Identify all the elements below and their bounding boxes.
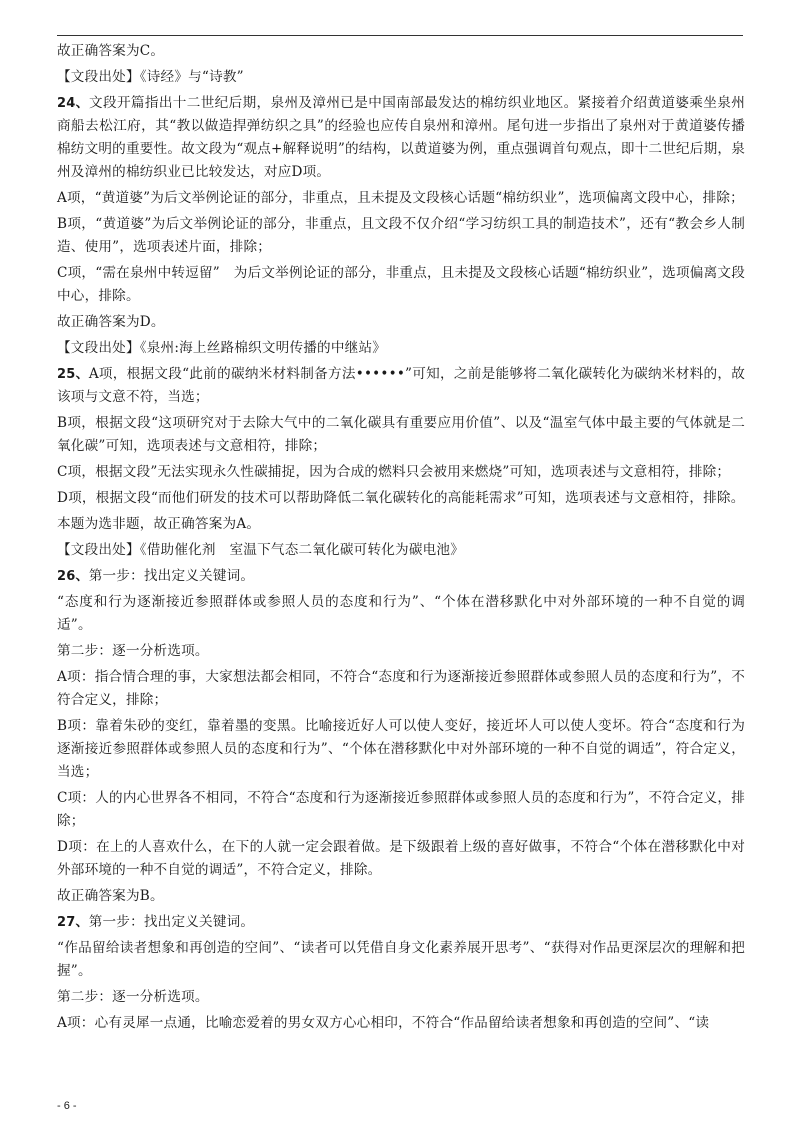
page-number: - 6 - bbox=[57, 1100, 77, 1112]
paragraph: 第二步：逐一分析选项。 bbox=[57, 643, 209, 659]
paragraph: 27、第一步：找出定义关键词。 bbox=[57, 914, 255, 930]
paragraph: 24、文段开篇指出十二世纪后期，泉州及漳州已是中国南部最发达的棉纺织业地区。紧接着介绍黄道婆乘坐泉州商船去松江府，其“教以做造捍弹纺织之具”的经验也应传自泉州和漳州。尾句进一步指出了泉州对于黄道婆传播棉纺文明的重要性。故文段为“观点+解释说明”的结构，以黄道婆为例，重点强调首句观点，即十二世纪后期，泉州及漳州的棉纺织业已比较发达，对应D项。 bbox=[57, 95, 745, 180]
paragraph: 【文段出处】《泉州:海上丝路棉织文明传播的中继站》 bbox=[57, 340, 387, 356]
paragraph: 故正确答案为D。 bbox=[57, 314, 165, 330]
paragraph: B项：靠着朱砂的变红，靠着墨的变黑。比喻接近好人可以使人变好，接近坏人可以使人变坏。符合“态度和行为逐渐接近参照群体或参照人员的态度和行为”、“个体在潜移默化中对外部环境的一种不自觉的调适”，符合定义，当选； bbox=[57, 718, 745, 780]
paragraph: A项：指合情合理的事，大家想法都会相同，不符合“态度和行为逐渐接近参照群体或参照人员的态度和行为”，不符合定义，排除； bbox=[57, 669, 745, 708]
paragraph: 故正确答案为C。 bbox=[57, 43, 165, 59]
paragraph: “作品留给读者想象和再创造的空间”、“读者可以凭借自身文化素养展开思考”、“获得对作品更深层次的理解和把握”。 bbox=[57, 940, 745, 979]
paragraph: 25、A项，根据文段“此前的碳纳米材料制备方法••••••”可知，之前是能够将二氧化碳转化为碳纳米材料的，故该项与文意不符，当选； bbox=[57, 366, 745, 405]
question-number: 26、 bbox=[57, 569, 89, 584]
paragraph: C项：人的内心世界各不相同，不符合“态度和行为逐渐接近参照群体或参照人员的态度和行为”，不符合定义，排除； bbox=[57, 790, 745, 829]
question-number: 25、 bbox=[57, 367, 89, 382]
question-number: 24、 bbox=[57, 96, 90, 111]
paragraph: 【文段出处】《借助催化剂 室温下气态二氧化碳可转化为碳电池》 bbox=[57, 542, 465, 558]
paragraph: B项，“黄道婆”为后文举例论证的部分，非重点，且文段不仅介绍“学习纺织工具的制造技术”，还有“教会乡人制造、使用”，选项表述片面，排除； bbox=[57, 216, 745, 255]
paragraph: D项：在上的人喜欢什么，在下的人就一定会跟着做。是下级跟着上级的喜好做事，不符合“个体在潜移默化中对外部环境的一种不自觉的调适”，不符合定义，排除。 bbox=[57, 839, 745, 878]
paragraph: A项，“黄道婆”为后文举例论证的部分，非重点，且未提及文段核心话题“棉纺织业”，选项偏离文段中心，排除； bbox=[57, 190, 744, 206]
paragraph: 26、第一步：找出定义关键词。 bbox=[57, 568, 255, 584]
paragraph: “态度和行为逐渐接近参照群体或参照人员的态度和行为”、“个体在潜移默化中对外部环境的一种不自觉的调适”。 bbox=[57, 594, 745, 633]
paragraph: 【文段出处】《诗经》与“诗教” bbox=[57, 69, 244, 85]
paragraph: 第二步：逐一分析选项。 bbox=[57, 989, 209, 1005]
paragraph: B项，根据文段“这项研究对于去除大气中的二氧化碳具有重要应用价值”、以及“温室气体中最主要的气体就是二氧化碳”可知，选项表述与文意相符，排除； bbox=[57, 415, 745, 454]
paragraph: 故正确答案为B。 bbox=[57, 888, 164, 904]
paragraph: C项，“需在泉州中转逗留” 为后文举例论证的部分，非重点，且未提及文段核心话题“棉纺织业”，选项偏离文段中心，排除。 bbox=[57, 265, 745, 304]
paragraph: A项：心有灵犀一点通，比喻恋爱着的男女双方心心相印，不符合“作品留给读者想象和再创造的空间”、“读 bbox=[57, 1015, 710, 1031]
paragraph: 本题为选非题，故正确答案为A。 bbox=[57, 516, 261, 532]
answer-explanations bbox=[57, 40, 745, 1038]
question-number: 27、 bbox=[57, 915, 89, 930]
paragraph: C项，根据文段”无法实现永久性碳捕捉，因为合成的燃料只会被用来燃烧”可知，选项表述与文意相符，排除； bbox=[57, 464, 731, 480]
paragraph: D项，根据文段“而他们研发的技术可以帮助降低二氧化碳转化的高能耗需求”可知，选项表述与文意相符，排除。 bbox=[57, 490, 745, 506]
header-rule bbox=[57, 35, 743, 36]
